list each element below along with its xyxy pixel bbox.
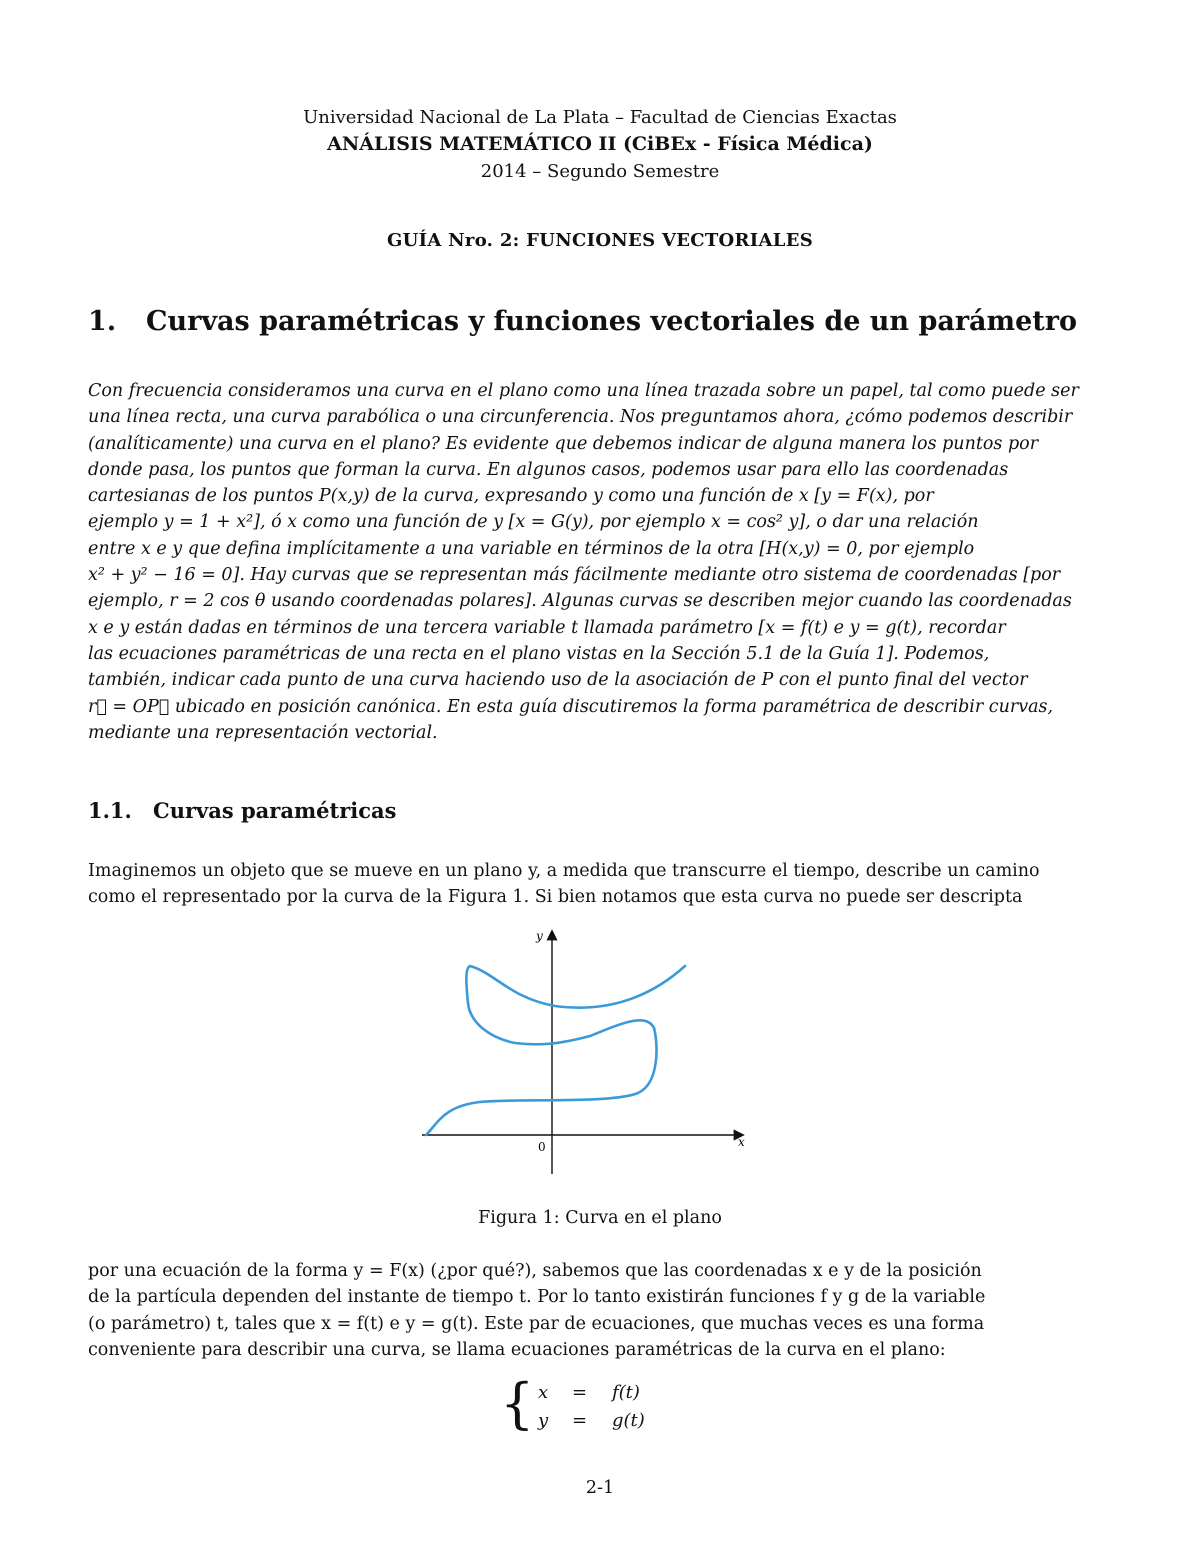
section-1-heading xyxy=(88,306,1118,337)
section-title: Curvas paramétricas y funciones vectoriales de un parámetro xyxy=(146,306,1077,337)
curve-plot xyxy=(420,928,750,1178)
y-axis-label: y xyxy=(536,929,543,943)
page-number: 2-1 xyxy=(585,1478,615,1498)
left-brace: { xyxy=(500,1372,535,1435)
equation-row xyxy=(538,1410,645,1431)
intro-line: Con frecuencia consideramos una curva en el plano como una línea trazada sobre un papel, tal como puede ser xyxy=(88,381,1079,401)
parametric-equations xyxy=(500,1372,700,1440)
intro-line: r⃗ = OP⃗ ubicado en posición canónica. En esta guía discutiremos la forma paramétrica de describir curvas, xyxy=(88,696,1054,717)
paragraph-line: como el representado por la curva de la Figura 1. Si bien notamos que esta curva no puede ser descripta xyxy=(88,887,1023,908)
equation-rhs: f(t) xyxy=(612,1382,640,1403)
figure-caption: Figura 1: Curva en el plano xyxy=(478,1208,722,1228)
subsection-title: Curvas paramétricas xyxy=(153,798,397,823)
course-title: ANÁLISIS MATEMÁTICO II (CiBEx - Física Médica) xyxy=(327,133,873,155)
intro-line: las ecuaciones paramétricas de una recta en el plano vistas en la Sección 5.1 de la Guía 1]. Podemos, xyxy=(88,643,990,664)
parametric-curve xyxy=(426,966,685,1135)
intro-line: ejemplo y = 1 + x²], ó x como una función de y [x = G(y), por ejemplo x = cos² y], o dar una relación xyxy=(88,512,979,533)
term-line: 2014 – Segundo Semestre xyxy=(480,161,720,182)
equation-rhs: g(t) xyxy=(612,1410,645,1431)
intro-paragraph xyxy=(88,378,1088,746)
equation-row xyxy=(538,1382,640,1403)
origin-label: 0 xyxy=(538,1140,546,1154)
paragraph-2 xyxy=(88,1258,1088,1363)
paragraph-line: Imaginemos un objeto que se mueve en un plano y, a medida que transcurre el tiempo, describe un camino xyxy=(88,861,1040,881)
intro-line: cartesianas de los puntos P(x,y) de la curva, expresando y como una función de x [y = F(x), por xyxy=(88,486,934,507)
subsection-number: 1.1. xyxy=(88,798,132,823)
intro-line: x e y están dadas en términos de una tercera variable t llamada parámetro [x = f(t) e y = g(t), recordar xyxy=(88,617,1006,638)
paragraph-line: por una ecuación de la forma y = F(x) (¿por qué?), sabemos que las coordenadas x e y de la posición xyxy=(88,1261,982,1281)
subsection-1-1-heading xyxy=(88,798,397,823)
equation-lhs: x xyxy=(538,1382,549,1403)
paragraph-line: de la partícula dependen del instante de tiempo t. Por lo tanto existirán funciones f y g de la variable xyxy=(88,1287,986,1308)
intro-line: x² + y² − 16 = 0]. Hay curvas que se representan más fácilmente mediante otro sistema de coordenadas [por xyxy=(88,565,1061,586)
intro-line: entre x e y que defina implícitamente a una variable en términos de la otra [H(x,y) = 0, por ejemplo xyxy=(88,538,975,559)
equals-sign: = xyxy=(572,1382,588,1403)
intro-line: mediante una representación vectorial. xyxy=(88,722,438,743)
equation-lhs: y xyxy=(538,1410,549,1431)
paragraph-line: conveniente para describir una curva, se llama ecuaciones paramétricas de la curva en el plano: xyxy=(88,1339,946,1360)
university-header: Universidad Nacional de La Plata – Facultad de Ciencias Exactas xyxy=(303,107,897,128)
guide-title: GUÍA Nro. 2: FUNCIONES VECTORIALES xyxy=(386,230,814,251)
equals-sign: = xyxy=(572,1410,588,1431)
paragraph-1 xyxy=(88,858,1088,911)
intro-line: (analíticamente) una curva en el plano? Es evidente que debemos indicar de alguna manera los puntos por xyxy=(88,433,1039,454)
intro-line: una línea recta, una curva parabólica o una circunferencia. Nos preguntamos ahora, ¿cómo podemos describir xyxy=(88,407,1073,428)
intro-line: ejemplo, r = 2 cos θ usando coordenadas polares]. Algunas curvas se describen mejor cuando las coordenadas xyxy=(88,591,1072,612)
intro-line: donde pasa, los puntos que forman la curva. En algunos casos, podemos usar para ello las coordenadas xyxy=(88,459,1009,480)
x-axis-label: x xyxy=(738,1135,745,1149)
figure-1 xyxy=(420,928,750,1178)
intro-line: también, indicar cada punto de una curva haciendo uso de la asociación de P con el punto final del vector xyxy=(88,670,1028,691)
paragraph-line: (o parámetro) t, tales que x = f(t) e y = g(t). Este par de ecuaciones, que muchas veces es una forma xyxy=(88,1313,985,1334)
section-number: 1. xyxy=(88,306,117,337)
